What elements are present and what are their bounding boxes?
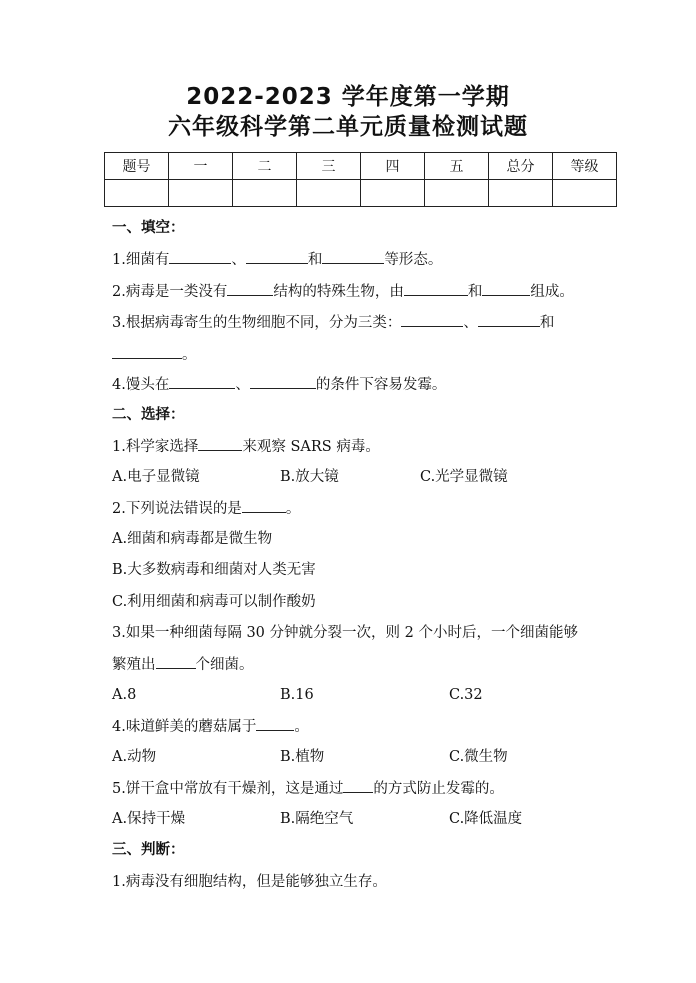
- question-text: 1.细菌有: [112, 252, 170, 268]
- section2-heading: 二、选择：: [112, 407, 185, 423]
- score-value-cell: [553, 180, 617, 207]
- score-header-cell: 总分: [489, 153, 553, 180]
- score-value-cell: [169, 180, 233, 207]
- question-text: 来观察 SARS 病毒。: [242, 439, 380, 455]
- choice-option: B.大多数病毒和细菌对人类无害: [112, 562, 316, 578]
- choice-option: C.利用细菌和病毒可以制作酸奶: [112, 594, 316, 610]
- choice-option: B.隔绝空气: [280, 811, 354, 827]
- choice-question-3-continued: [112, 654, 254, 675]
- score-table: [104, 152, 617, 207]
- choice-option: B.16: [280, 687, 314, 703]
- question-text: 结构的特殊生物，由: [273, 284, 404, 300]
- exam-title-line2: 六年级科学第二单元质量检测试题: [168, 114, 528, 140]
- question-text: 等形态。: [384, 252, 443, 268]
- answer-blank: [112, 344, 182, 359]
- answer-blank: [246, 249, 308, 264]
- score-value-cell: [361, 180, 425, 207]
- section3-heading: 三、判断：: [112, 842, 185, 858]
- fill-question-2: [112, 281, 574, 302]
- question-text: 的条件下容易发霉。: [315, 377, 447, 393]
- question-text: 3.根据病毒寄生的生物细胞不同，分为三类：: [112, 315, 402, 331]
- choice-option: C.32: [449, 687, 483, 703]
- question-text: 。: [294, 719, 309, 735]
- choice-question-2: [112, 498, 300, 519]
- section1-heading: 一、填空：: [112, 220, 185, 236]
- score-value-cell: [425, 180, 489, 207]
- score-header-cell: 五: [425, 153, 489, 180]
- answer-blank: [256, 716, 294, 731]
- question-text: 组成。: [530, 284, 574, 300]
- answer-blank: [169, 249, 231, 264]
- score-header-cell: 二: [233, 153, 297, 180]
- answer-blank: [482, 281, 530, 296]
- score-value-cell: [489, 180, 553, 207]
- score-header-cell: 题号: [105, 153, 169, 180]
- question-text: 和: [467, 284, 483, 300]
- question-text: 。: [285, 501, 301, 517]
- choice-option: A.细菌和病毒都是微生物: [112, 531, 273, 547]
- score-value-cell: [233, 180, 297, 207]
- score-header-cell: 一: [169, 153, 233, 180]
- choice-option: A.8: [112, 687, 137, 703]
- fill-question-3: [112, 312, 554, 333]
- question-text: 、: [235, 377, 250, 393]
- question-text: 。: [182, 347, 197, 363]
- score-value-cell: [297, 180, 361, 207]
- choice-question-5: [112, 778, 504, 799]
- fill-question-3-continued: [112, 344, 197, 365]
- answer-blank: [242, 498, 286, 513]
- choice-option: A.保持干燥: [112, 811, 186, 827]
- exam-title-line1: 2022-2023 学年度第一学期: [186, 84, 510, 110]
- choice-option: C.微生物: [449, 749, 508, 765]
- fill-question-4: [112, 374, 446, 395]
- answer-blank: [343, 778, 373, 793]
- question-text: 、: [463, 315, 478, 331]
- choice-option: B.放大镜: [280, 469, 339, 485]
- question-text: 个细菌。: [195, 657, 254, 673]
- question-text: 2.下列说法错误的是: [112, 501, 242, 517]
- answer-blank: [169, 374, 235, 389]
- answer-blank: [478, 312, 540, 327]
- choice-question-3: 3.如果一种细菌每隔 30 分钟就分裂一次，则 2 个小时后，一个细菌能够: [112, 625, 578, 641]
- score-value-cell: [105, 180, 169, 207]
- choice-option: A.动物: [112, 749, 157, 765]
- answer-blank: [322, 249, 384, 264]
- question-text: 和: [307, 252, 323, 268]
- question-text: 的方式防止发霉的。: [373, 781, 504, 797]
- question-text: 1.科学家选择: [112, 439, 199, 455]
- question-text: 繁殖出: [112, 657, 156, 673]
- question-text: 5.饼干盒中常放有干燥剂，这是通过: [112, 781, 344, 797]
- score-header-cell: 三: [297, 153, 361, 180]
- question-text: 、: [231, 252, 246, 268]
- question-text: 和: [539, 315, 555, 331]
- answer-blank: [198, 436, 242, 451]
- question-text: 4.味道鲜美的蘑菇属于: [112, 719, 257, 735]
- fill-question-1: [112, 249, 442, 270]
- choice-option: B.植物: [280, 749, 325, 765]
- choice-option: A.电子显微镜: [112, 469, 200, 485]
- score-header-cell: 四: [361, 153, 425, 180]
- choice-question-1: [112, 436, 380, 457]
- choice-question-4: [112, 716, 309, 737]
- answer-blank: [156, 654, 196, 669]
- score-table-value-row: [105, 180, 617, 207]
- question-text: 4.馒头在: [112, 377, 170, 393]
- answer-blank: [227, 281, 273, 296]
- question-text: 2.病毒是一类没有: [112, 284, 228, 300]
- score-header-cell: 等级: [553, 153, 617, 180]
- answer-blank: [404, 281, 468, 296]
- choice-option: C.光学显微镜: [420, 469, 508, 485]
- choice-option: C.降低温度: [449, 811, 523, 827]
- answer-blank: [401, 312, 463, 327]
- score-table-header-row: [105, 153, 617, 180]
- answer-blank: [250, 374, 316, 389]
- judge-question-1: 1.病毒没有细胞结构，但是能够独立生存。: [112, 874, 387, 890]
